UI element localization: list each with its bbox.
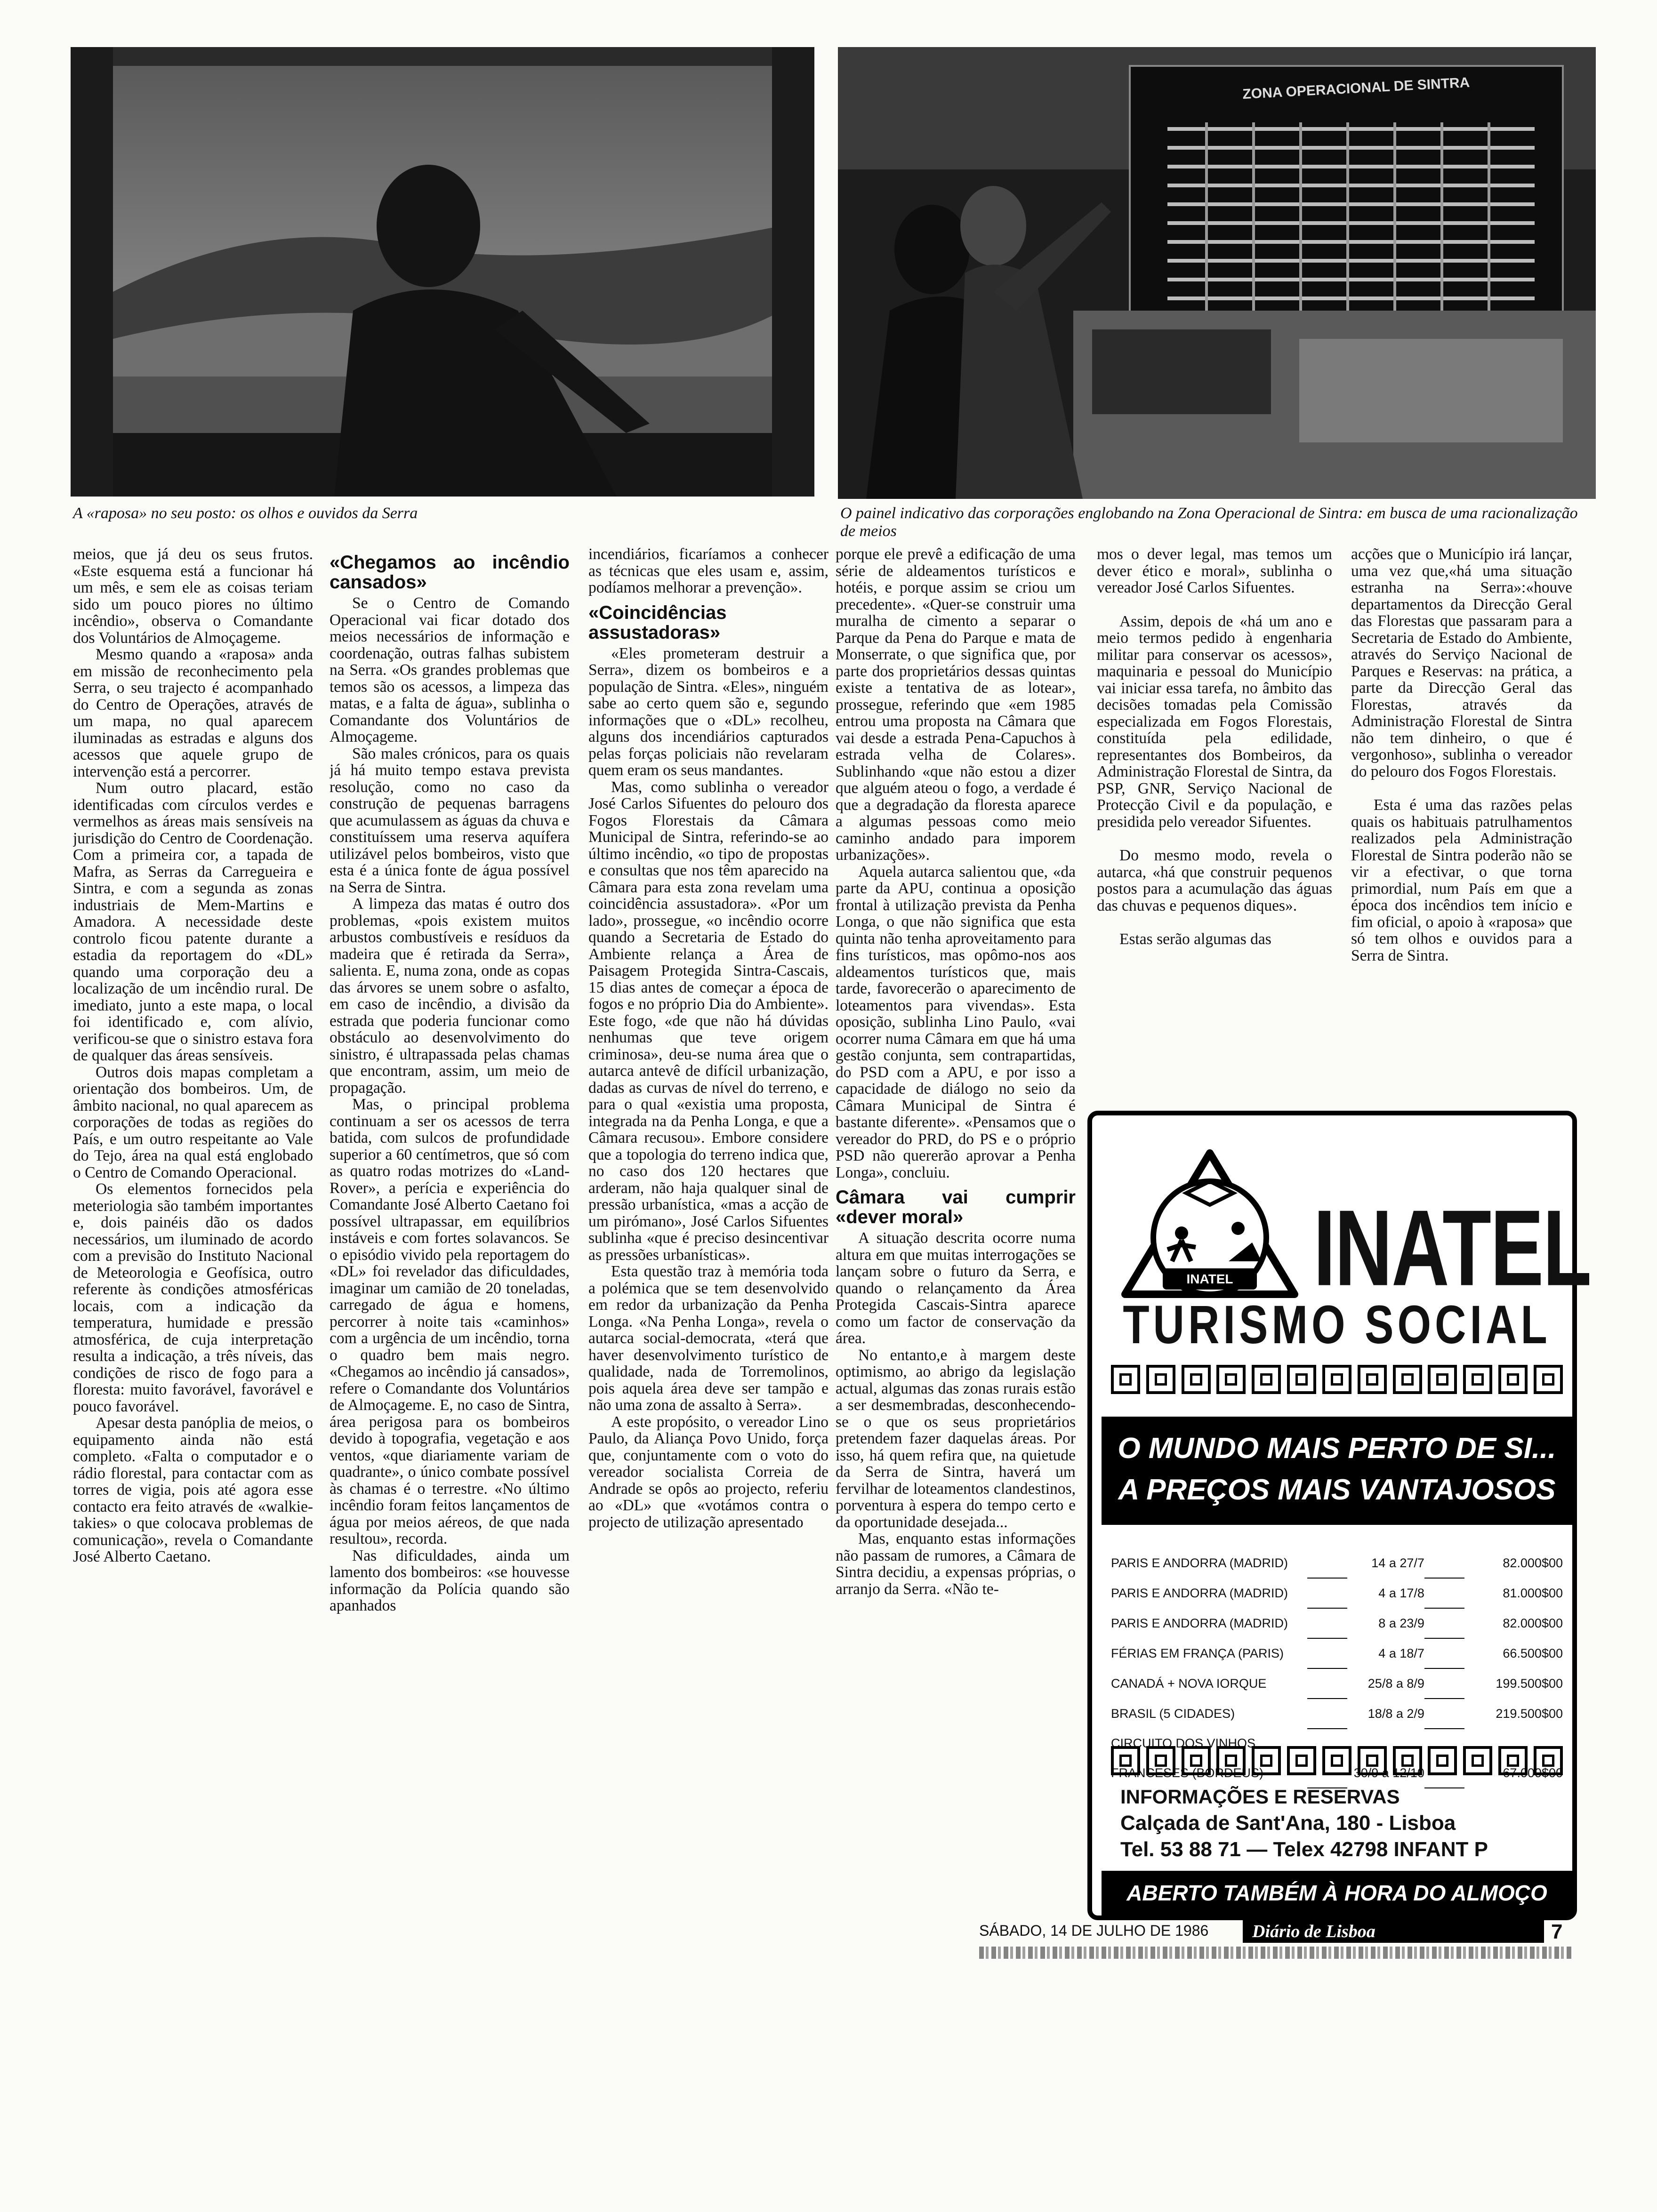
inatel-advertisement: [1087, 1111, 1591, 1920]
trip-dates: 4 a 17/8: [1378, 1586, 1424, 1600]
article-column-3: [588, 546, 828, 1920]
trip-dates: 14 a 27/7: [1371, 1556, 1424, 1570]
paragraph: porque ele prevê a edificação de uma série de aldeamentos turísticos e hotéis, e porque assim se criou um precedente». «Quer-se construir uma muralha de cimento a separar o Parque da Pena do Parque e mata de Monserrate, o que significa que, por parte dos proprietários dessas quintas existe a tentativa de as lotear», prossegue, referindo que «em 1985 entrou uma proposta na Câmara que vai desde a estrada Pena-Capuchos à estrada velha de Colares». Sublinhando «que não estou a dizer que alguém ateou o fogo, a verdade é que a degradação da floresta aparece a algumas pessoas como meio caminho andado para imporem urbanizações».: [836, 546, 1076, 864]
trip-price: 199.500$00: [1496, 1676, 1563, 1691]
inatel-emblem-icon: [1120, 1148, 1299, 1308]
paragraph-gap: [1097, 914, 1332, 931]
article-column-2: [330, 546, 570, 1920]
subheading: «Chegamos ao incêndio cansados»: [330, 552, 570, 593]
trip-leader: [1424, 1668, 1464, 1699]
paragraph: Esta questão traz à memória toda a polémica que se tem desenvolvido em redor da urbanização da Penha Longa. «Na Penha Longa», revela o autarca social-democrata, «terá que haver desenvolvimento turístico de qualidade, nada de Torremolinos, pois aquela área deve ser tampão e não uma zona de assalto à Serra».: [588, 1263, 828, 1414]
paragraph: São males crónicos, para os quais já há muito tempo estava prevista resolução, como no caso da construção de pequenas barragens que acumulassem as águas da chuva e constituíssem uma reserva aquífera utilizável pelos bombeiros, visto que esta é a única fonte de água possível na Serra de Sintra.: [330, 745, 570, 896]
svg-text:INATEL: INATEL: [1186, 1272, 1233, 1286]
paragraph-gap: [1351, 780, 1572, 797]
right-photo-caption: O painel indicativo das corporações englobando na Zona Operacional de Sintra: em busca de uma racionalização de meios: [840, 505, 1578, 540]
ad-slogan: O MUNDO MAIS PERTO DE SI... A PREÇOS MAIS VANTAJOSOS: [1102, 1417, 1572, 1525]
paragraph: No entanto,e à margem deste optimismo, ao abrigo da legislação actual, algumas das zonas rurais estão a ser desmembradas, desconhecendo-se o que os seus proprietários pretendem fazer daquelas áreas. Por isso, há quem refira que, na quietude da Serra de Sintra, haverá um fervilhar de loteamentos clandestinos, porventura à espera do tempo certo e da oportunidade desejada...: [836, 1346, 1076, 1531]
subheading: Câmara vai cumprir «dever moral»: [836, 1187, 1076, 1227]
article-column-1: [73, 546, 313, 1901]
paragraph: Se o Centro de Comando Operacional vai ficar dotado dos meios necessários de informação e coordenação, outras falhas subistem na Serra. «Os grandes problemas que temos são os acessos, a limpeza das matas, e a falta de água», sublinha o Comandante dos Voluntários de Almoçageme.: [330, 594, 570, 745]
trip-row: [1111, 1578, 1563, 1608]
paragraph: Estas serão algumas das: [1119, 930, 1271, 948]
trip-dates: 30/9 a 12/10: [1353, 1766, 1424, 1780]
trip-leader: [1307, 1638, 1347, 1668]
paragraph: Do mesmo modo, revela o autarca, «há que construir pequenos postos para a acumulação das águas das chuvas e pequenos diques».: [1097, 847, 1332, 914]
paragraph: mos o dever legal, mas temos um dever ético e moral», sublinha o vereador José Carlos Sifuentes.: [1097, 546, 1332, 596]
ad-contacts: Tel. 53 88 71 — Telex 42798 INFANT P: [1120, 1838, 1488, 1861]
trip-leader: [1307, 1668, 1347, 1699]
paragraph: Mesmo quando a «raposa» anda em missão de reconhecimento pela Serra, o seu trajecto é acompanhado do Centro de Operações, através de um mapa, no qual aparecem iluminadas as estradas e alguns dos acessos que aquele grupo de intervenção está a percorrer.: [73, 646, 313, 780]
paragraph-gap: [1097, 830, 1332, 847]
trip-price: 82.000$00: [1503, 1616, 1563, 1630]
trip-destination: FÉRIAS EM FRANÇA (PARIS): [1111, 1646, 1284, 1660]
trip-dates: 8 a 23/9: [1378, 1616, 1424, 1630]
trip-leader: [1307, 1578, 1347, 1608]
trip-leader: [1424, 1578, 1464, 1608]
trip-dates: 25/8 a 8/9: [1367, 1676, 1424, 1691]
article-column-6: [1351, 546, 1572, 1082]
ad-opening-note: ABERTO TAMBÉM À HORA DO ALMOÇO: [1102, 1871, 1572, 1915]
paragraph: Nas dificuldades, ainda um lamento dos bombeiros: «se houvesse informação da Polícia quando são apanhados: [330, 1547, 570, 1614]
trip-leader: [1307, 1548, 1347, 1578]
paragraph: A limpeza das matas é outro dos problemas, «pois existem muitos arbustos combustíveis e resíduos da madeira que é retirada da Serra», salienta. E, numa zona, onde as copas das árvores se unem sobre o asfalto, em caso de incêndio, a divisão da estrada que poderia funcionar como obstáculo ao desenvolvimento do sinistro, é ultrapassada pelas chamas que encontram, assim, um meio de propagação.: [330, 895, 570, 1097]
ad-contact-info: [1120, 1784, 1488, 1863]
ad-tagline: TURISMO SOCIAL: [1123, 1295, 1551, 1355]
trip-destination: CIRCUITO DOS VINHOS: [1111, 1736, 1256, 1750]
left-photo-caption: A «raposa» no seu posto: os olhos e ouvidos da Serra: [73, 505, 418, 522]
paragraph: «Eles prometeram destruir a Serra», dizem os bombeiros e a população de Sintra. «Eles», ninguém sabe ao certo quem são e, segundo informações que o «DL» recolheu, alguns dos incendiários capturados pelas forças policiais não revelaram quem eram os seus mandantes.: [588, 644, 828, 779]
paragraph: Num outro placard, estão identificadas com círculos verdes e vermelhos as áreas mais sensíveis na jurisdição do Centro de Coordenação. Com a primeira cor, a tapada de Mafra, as Serras da Carregueira e Sintra, e com a segunda as zonas industriais de Mem-Martins e Amadora. A necessidade deste controlo ficou patente durante a estadia da reportagem do «DL» quando uma corporação deu a localização de um incêndio rural. De imediato, junto a este mapa, o local foi identificado e, com alívio, verificou-se que o sinistro estava fora de qualquer das áreas sensíveis.: [73, 779, 313, 1064]
trip-dates: 18/8 a 2/9: [1367, 1706, 1424, 1721]
trip-leader: [1424, 1548, 1464, 1578]
subheading: «Coincidências assustadoras»: [588, 602, 727, 643]
paragraph: Os elementos fornecidos pela meteriologia são também importantes e, dois painéis dão os dados necessários, um iluminado de acordo com a previsão do Instituto Nacional de Meteorologia e Geofísica, outro referente às condições atmosféricas locais, com a indicação da temperatura, humidade e pressão atmosférica, de cuja interpretação resulta a indicação, a três níveis, das condições de risco de fogo para a floresta: muito favorável, favorável e pouco favorável.: [73, 1180, 313, 1415]
paragraph: A situação descrita ocorre numa altura em que muitas interrogações se lançam sobre o futuro da Serra, e quando o relançamento da Área Protegida Cascais-Sintra aparece como um factor de conservação da área.: [836, 1229, 1076, 1347]
right-photo: [838, 47, 1596, 499]
trip-destination: PARIS E ANDORRA (MADRID): [1111, 1556, 1288, 1570]
trip-destination: PARIS E ANDORRA (MADRID): [1111, 1586, 1288, 1600]
trip-destination: FRANCESES (BORDEUS): [1111, 1766, 1264, 1780]
masthead-strip: [979, 1947, 1572, 1959]
trip-leader: [1307, 1699, 1347, 1729]
trip-destination: PARIS E ANDORRA (MADRID): [1111, 1616, 1288, 1630]
trip-leader: [1424, 1699, 1464, 1729]
paragraph: Apesar desta panóplia de meios, o equipamento ainda não está completo. «Falta o computador e o rádio florestal, para contactar com as torres de vigia, pois até agora esse contacto era feito através de «walkie-takies» o que colocava problemas de comunicação», revela o Comandante José Alberto Caetano.: [73, 1414, 313, 1565]
paragraph: Mas, como sublinha o vereador José Carlos Sifuentes do pelouro dos Fogos Florestais da Câmara Municipal de Sintra, referindo-se ao último incêndio, «o tipo de propostas e consultas que nos têm aparecido na Câmara para esta zona revelam uma coincidência assustadora». «Por um lado», prossegue, «o incêndio ocorre quando a Secretaria de Estado do Ambiente relança a Área de Paisagem Protegida Sintra-Cascais, 15 dias antes de começar a época de fogos e no próprio Dia do Ambiente». Este fogo, «de que não há dúvidas nenhumas que teve origem criminosa», deu-se numa área que o autarca antevê de difícil urbanização, dadas as curvas de nível do terreno, e para o qual «existia uma proposta, integrada na da Penha Longa, e que a Câmara recusou». Embore considere que a topologia do terreno indica que, no caso dos 120 hectares que arderam, não haja qualquer sinal de pressão urbanística, «mas a acção de um pirómano», José Carlos Sifuentes sublinha «que é preciso desincentivar as pressões urbanísticas».: [588, 778, 828, 1264]
trip-row: [1111, 1699, 1563, 1729]
paragraph: acções que o Município irá lançar, uma vez que,«há uma situação estranha na Serra»:«houve departamentos da Direcção Geral das Florestas que passaram para a Secretaria de Estado do Ambiente, através do Serviço Nacional de Parques e Reservas: na prática, a parte da Direcção Geral das Florestas, através da Administração Florestal de Sintra não tem dinheiro, o que é vergonhoso», sublinha o vereador do pelouro dos Fogos Florestais.: [1351, 546, 1572, 780]
page-number: 7: [1551, 1920, 1563, 1943]
trip-price: 219.500$00: [1496, 1706, 1563, 1721]
trip-price: 82.000$00: [1503, 1556, 1563, 1570]
trip-price: 67.000$00: [1503, 1766, 1563, 1780]
trip-price: 66.500$00: [1503, 1646, 1563, 1660]
paragraph: Mas, enquanto estas informações não passam de rumores, a Câmara de Sintra decidiu, a expensas próprias, o arranjo da Serra. «Não te-: [836, 1530, 1076, 1598]
trip-dates: 4 a 18/7: [1378, 1646, 1424, 1660]
issue-date: SÁBADO, 14 DE JULHO DE 1986: [979, 1922, 1209, 1939]
info-title: INFORMAÇÕES E RESERVAS: [1120, 1786, 1400, 1808]
paragraph-gap: [1097, 596, 1332, 613]
paragraph: incendiários, ficaríamos a conhecer as técnicas que eles usam e, assim, podíamos melhorar a prevenção».: [588, 546, 828, 596]
trip-row: [1111, 1608, 1563, 1638]
ad-brand: INATEL: [1313, 1188, 1591, 1309]
paragraph: Esta é uma das razões pelas quais os habituais patrulhamentos realizados pela Administração Florestal de Sintra poderão não se vir a efectivar, o que torna primordial, num País em que a época dos incêndios tem início e fim oficial, o apoio à «raposa» que só tem olhos e ouvidos para a Serra de Sintra.: [1351, 796, 1572, 964]
trip-row: [1111, 1548, 1563, 1578]
trip-price: 81.000$00: [1503, 1586, 1563, 1600]
greek-key-border: [1111, 1365, 1563, 1398]
paragraph: Assim, depois de «há um ano e meio termos pedido à engenharia militar para conservar os acessos», maquinaria e pessoal do Município vai iniciar essa tarefa, no âmbito das decisões tomadas pela Comissão especializada em Fogos Florestais, constituída pela edilidade, representantes dos Bombeiros, da Administração Florestal de Sintra, da PSP, GNR, Serviço Nacional de Protecção Civil e da população, e presidida pelo vereador Sifuentes.: [1097, 612, 1332, 831]
paragraph: A este propósito, o vereador Lino Paulo, da Aliança Povo Unido, força que, conjuntamente com o voto do vereador socialista Correia de Andrade se opôs ao projecto, referiu ao «DL» que «votámos contra o projecto de utilização apresentado: [588, 1413, 828, 1531]
trip-leader: [1424, 1638, 1464, 1668]
newspaper-masthead: Diário de Lisboa: [1243, 1920, 1544, 1943]
trip-destination: CANADÁ + NOVA IORQUE: [1111, 1676, 1267, 1691]
left-photo: [71, 47, 814, 497]
trip-destination: BRASIL (5 CIDADES): [1111, 1706, 1235, 1721]
page-footer: [979, 1920, 1572, 1944]
trip-row: [1111, 1638, 1563, 1668]
panel-title: ZONA OPERACIONAL DE SINTRA: [1242, 74, 1471, 102]
ad-address: Calçada de Sant'Ana, 180 - Lisboa: [1120, 1811, 1456, 1835]
paragraph: meios, que já deu os seus frutos. «Este esquema está a funcionar há um mês, e sem ele as coisas teriam sido um pouco piores no último incêndio», observa o Comandante dos Voluntários de Almoçageme.: [73, 546, 313, 647]
article-column-4: [836, 546, 1076, 1901]
trip-leader: [1307, 1608, 1347, 1638]
trip-leader: [1424, 1608, 1464, 1638]
paragraph: Outros dois mapas completam a orientação dos bombeiros. Um, de âmbito nacional, no qual aparecem as corporações de todas as regiões do País, e um outro respeitante ao Vale do Tejo, área na qual está englobado o Centro de Comando Operacional.: [73, 1063, 313, 1181]
trip-row: [1111, 1668, 1563, 1699]
paragraph: Mas, o principal problema continuam a ser os acessos de terra batida, com sulcos de profundidade superior a 60 centímetros, que só com as quatro rodas motrizes do «Land-Rover», a perícia e experiência do Comandante José Alberto Caetano foi possível ultrapassar, em equilíbrios instáveis e com fortes solavancos. Se o episódio vivido pela reportagem do «DL» foi revelador das dificuldades, imaginar um camião de 20 toneladas, carregado de água e homens, percorrer à noite tais «caminhos» com a urgência de um incêndio, torna o quadro bem mais negro. «Chegamos ao incêndio já cansados», refere o Comandante dos Voluntários de Almoçageme. E, no caso de Sintra, área perigosa para os bombeiros devido à topografia, vegetação e aos ventos, «que diariamente variam de quadrante», o único combate possível às chamas é o terrestre. «No último incêndio foram feitos lançamentos de água por meios aéreos, de que nada resultou», recorda.: [330, 1096, 570, 1547]
article-column-5: [1097, 546, 1332, 1082]
paragraph: Aquela autarca salientou que, «da parte da APU, continua a oposição frontal à utilização prevista da Penha Longa, o que não significa que esta quinta não tenha aproveitamento para fins turísticos, mas opômo-nos aos aldeamentos turísticos que, mais tarde, favorecerão o aparecimento de loteamentos para vivendas». Esta oposição, sublinha Lino Paulo, «vai ocorrer numa Câmara em que há uma gestão conjunta, sem contrapartidas, do PSD com a APU, e por isso a capacidade de diálogo no seio da Câmara Municipal de Sintra é bastante diferente». «Pensamos que o vereador do PRD, do PS e o próprio PSD não quererão aprovar a Penha Longa», concluiu.: [836, 863, 1076, 1181]
greek-key-border-lower: [1111, 1746, 1563, 1779]
